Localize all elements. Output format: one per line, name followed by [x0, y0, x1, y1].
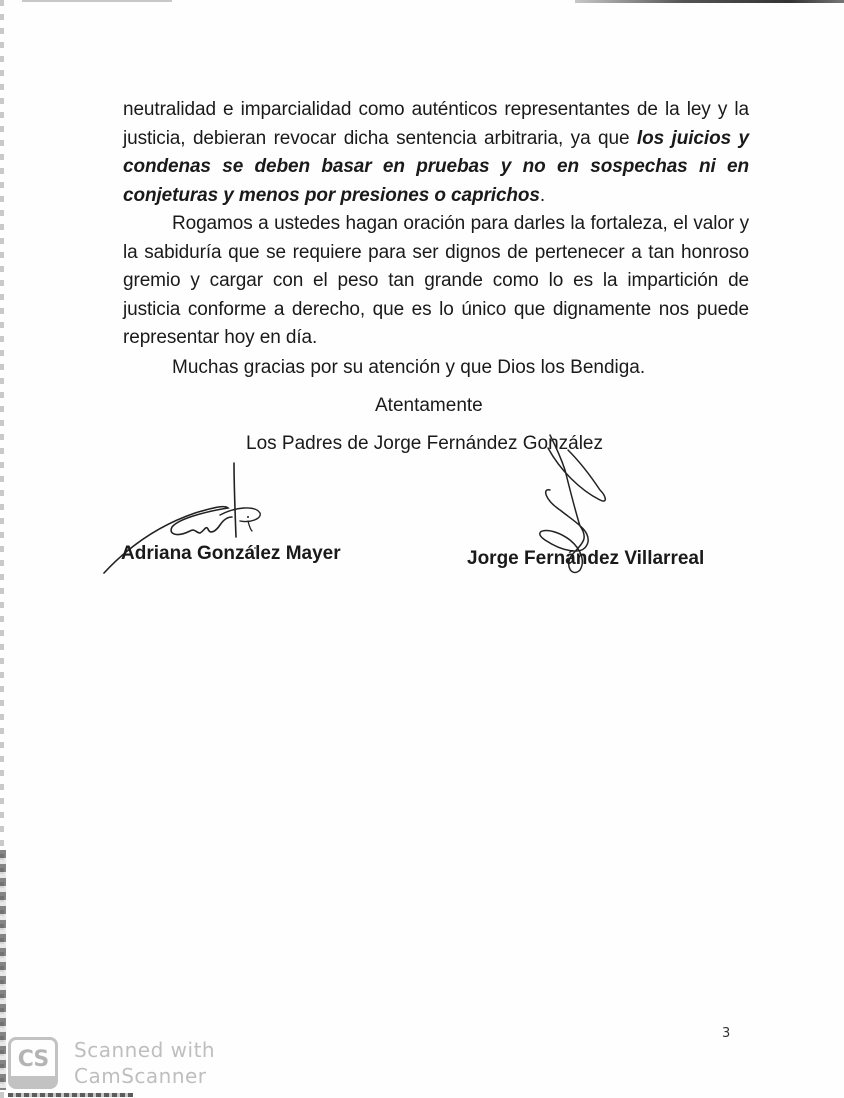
scan-edge-artifact-top-right: [575, 0, 844, 3]
paragraph-prayer: Rogamos a ustedes hagan oración para darles la fortaleza, el valor y la sabiduría que se requiere para ser dignos de pertenecer a tan honroso gremio y cargar con el peso tan grande como lo es la impartición de justicia conforme a derecho, que es lo único que dignamente nos puede representar hoy en día.: [123, 213, 749, 348]
paragraph-justice-emphasis: los juicios y condenas se deben basar en pruebas y no en sospechas ni en conjeturas y menos por presiones o caprichos: [123, 127, 749, 206]
signatory-group: Los Padres de Jorge Fernández González: [246, 433, 603, 454]
watermark-line-1: Scanned with: [74, 1038, 216, 1062]
scan-edge-artifact-top-left: [22, 0, 172, 2]
scan-edge-artifact-left-lower: [0, 850, 6, 1090]
valediction: Atentamente: [375, 395, 483, 416]
signer-name-jorge: Jorge Fernández Villarreal: [467, 548, 705, 569]
camscanner-logo-icon: [8, 1037, 58, 1089]
scan-edge-artifact-bottom: [8, 1093, 133, 1097]
closing-line: Muchas gracias por su atención y que Dios los Bendiga.: [172, 357, 646, 378]
paragraph-justice-plain: neutralidad e imparcialidad como auténticos representantes de la ley y la justicia, debieran revocar dicha sentencia arbitraria, ya que: [123, 99, 749, 149]
watermark-line-2: CamScanner: [74, 1064, 207, 1088]
signer-name-adriana: Adriana González Mayer: [121, 543, 341, 564]
camscanner-logo-text: CS: [17, 1046, 49, 1072]
watermark-text: [74, 1037, 215, 1089]
page-number: 3: [722, 1026, 731, 1041]
paragraph-justice: [123, 96, 749, 210]
paragraph-justice-end: .: [539, 184, 546, 206]
camscanner-watermark: [8, 1037, 215, 1089]
